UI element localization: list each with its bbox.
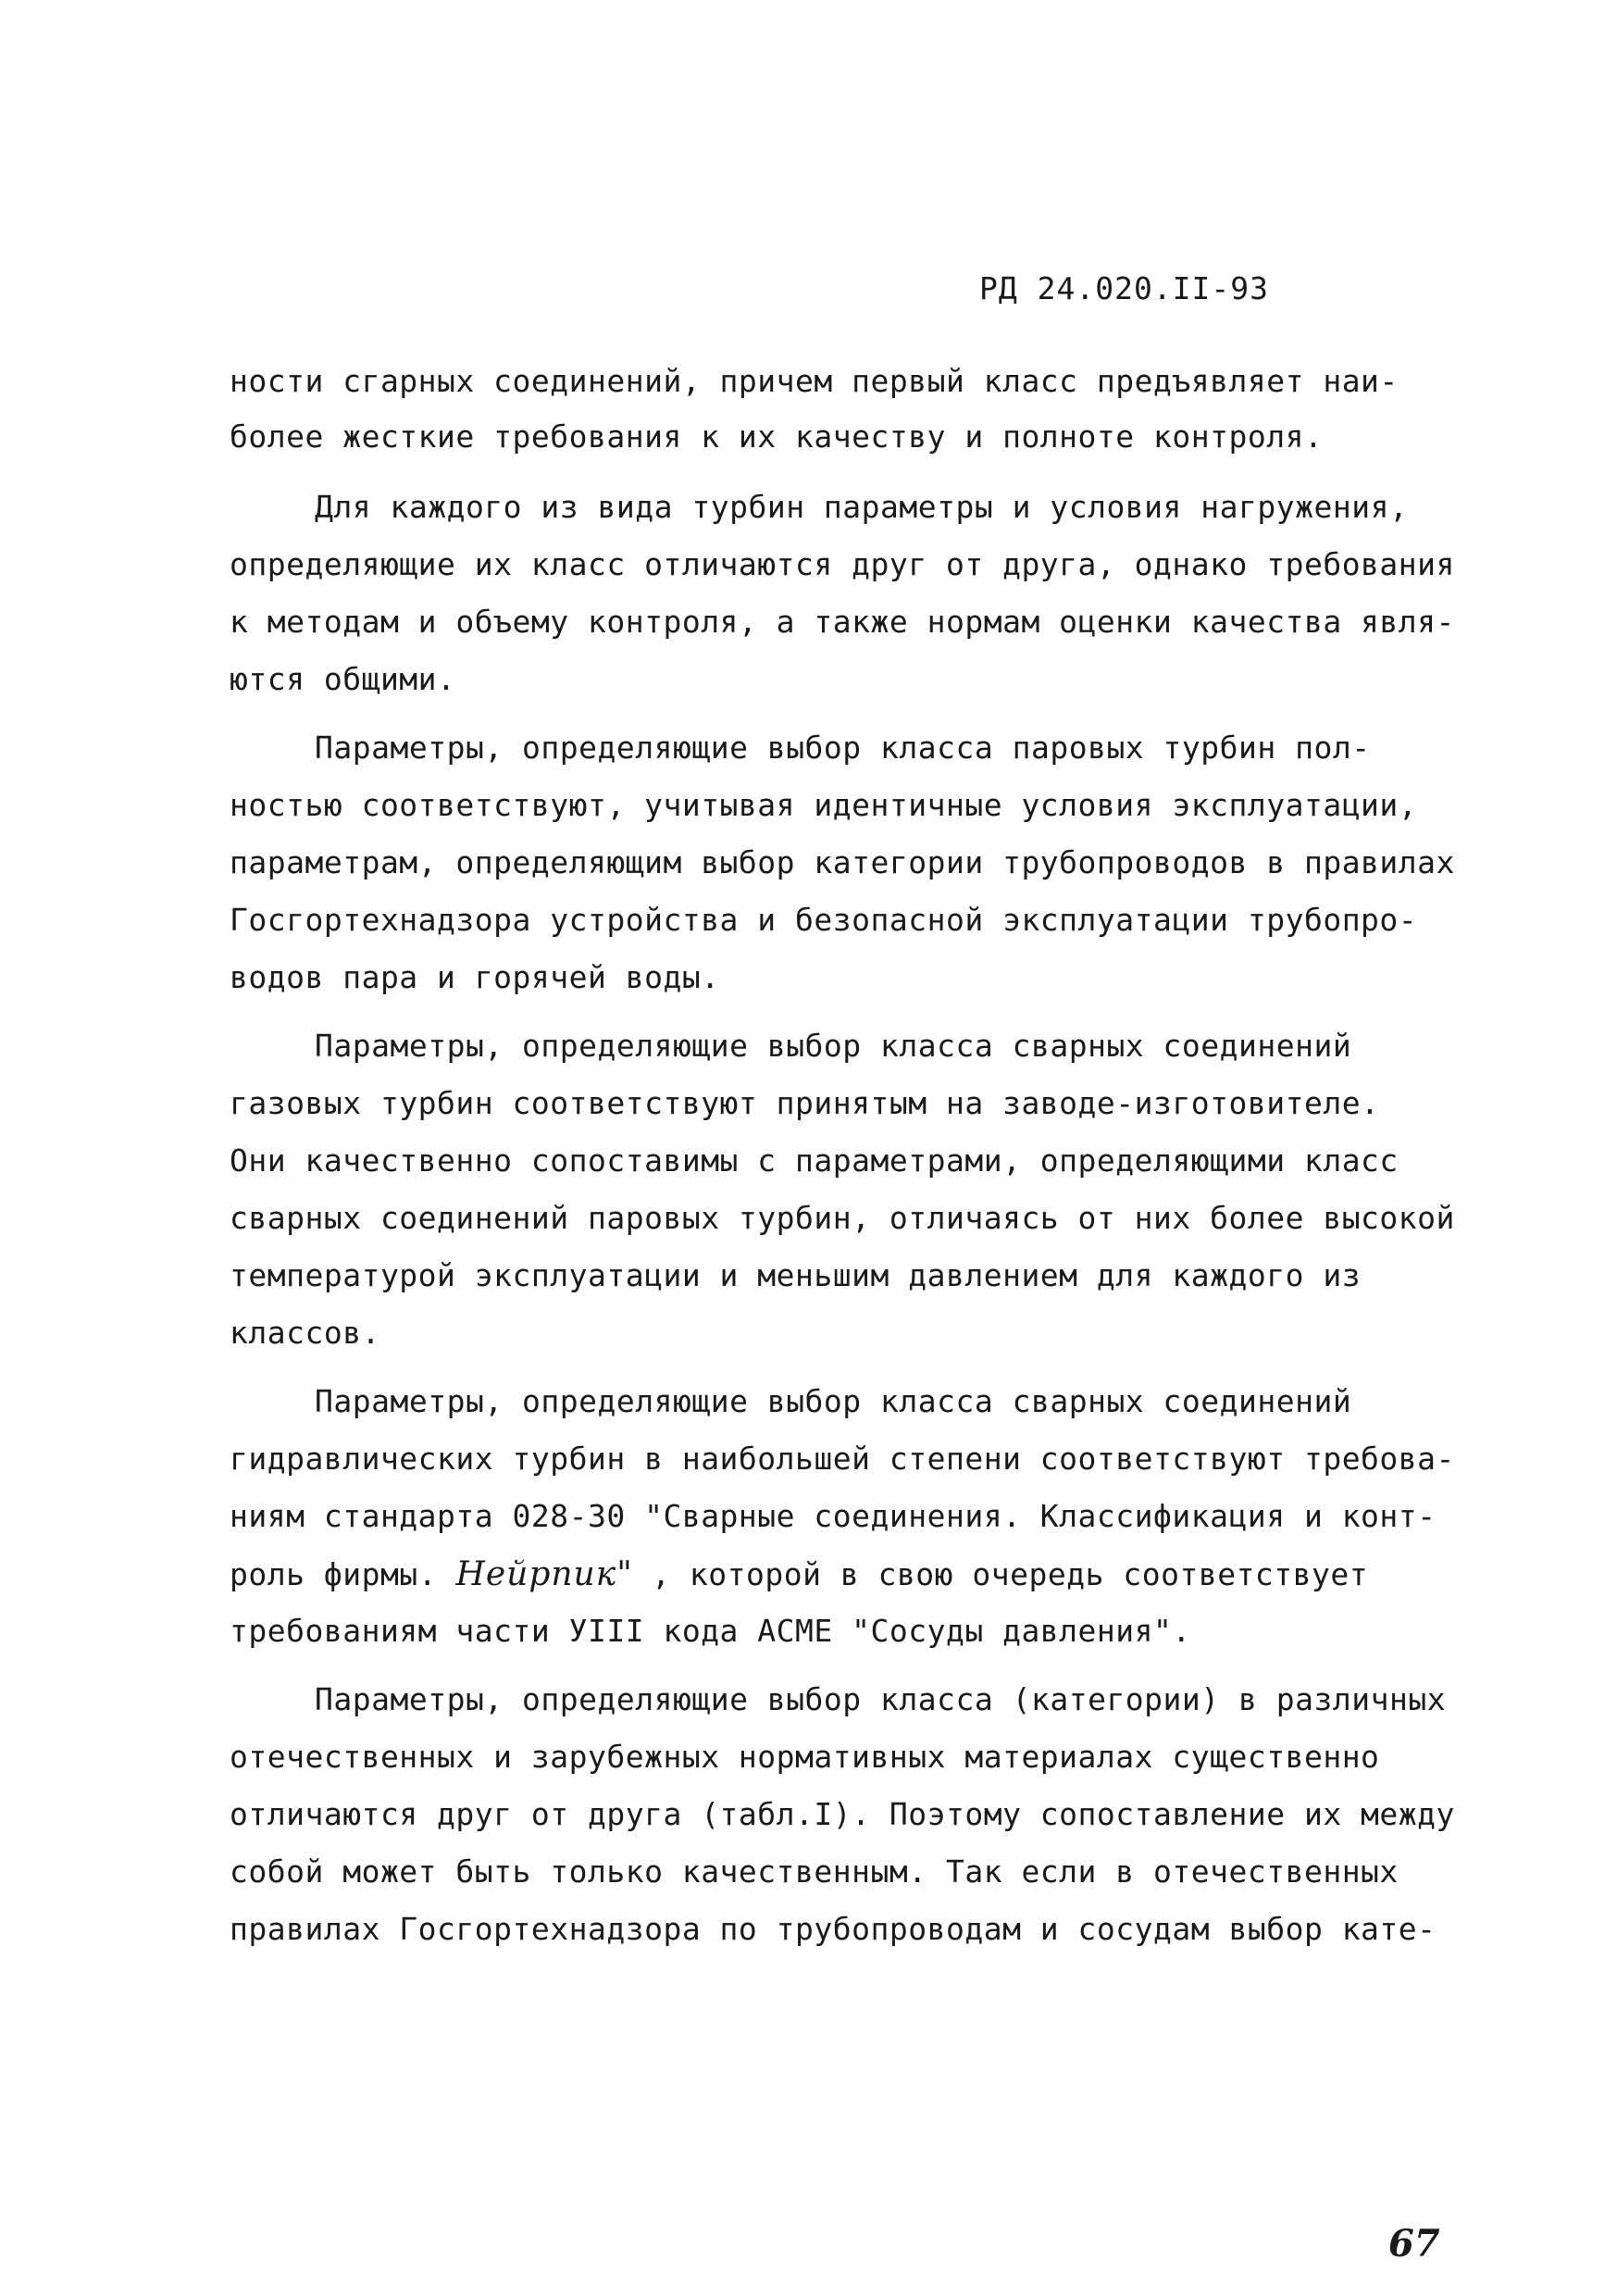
text-line: ностью соответствуют, учитывая идентичные условия эксплуатации, <box>230 787 1418 823</box>
handwritten-firm-name: Нейрпик" <box>455 1555 633 1593</box>
text-line-with-handwriting <box>230 1555 1368 1593</box>
text-line: классов. <box>230 1315 380 1351</box>
text-line: ности сгарных соединений, причем первый класс предъявляет наи- <box>230 363 1399 399</box>
text-line: ниям стандарта 028-30 "Сварные соединения. Классификация и конт- <box>230 1498 1437 1534</box>
text-line: ются общими. <box>230 661 456 697</box>
text-line: Госгортехнадзора устройства и безопасной эксплуатации трубопро- <box>230 902 1418 938</box>
paragraph-start: Параметры, определяющие выбор класса сварных соединений <box>315 1028 1352 1064</box>
text-line: требованиям части УIII кода АСМЕ "Сосуды давления". <box>230 1613 1191 1649</box>
text-fragment: , которой в свою очередь соответствует <box>632 1556 1369 1592</box>
paragraph-start: Параметры, определяющие выбор класса (категории) в различных <box>315 1681 1447 1717</box>
document-code: РД 24.020.II-93 <box>979 270 1270 306</box>
text-line: более жесткие требования к их качеству и полноте контроля. <box>230 418 1324 455</box>
text-line: водов пара и горячей воды. <box>230 959 720 995</box>
text-line: собой может быть только качественным. Так если в отечественных <box>230 1853 1399 1890</box>
text-line: Они качественно сопоставимы с параметрами, определяющими класс <box>230 1142 1399 1179</box>
text-fragment: роль фирмы <box>230 1556 418 1592</box>
paragraph-start: Параметры, определяющие выбор класса паровых турбин пол- <box>315 730 1371 766</box>
page-number: 67 <box>1388 2222 1440 2265</box>
text-line: определяющие их класс отличаются друг от друга, однако требования <box>230 546 1455 582</box>
text-line: к методам и объему контроля, а также нормам оценки качества явля- <box>230 604 1455 640</box>
paragraph-start: Для каждого из вида турбин параметры и условия нагружения, <box>315 489 1409 525</box>
text-line: правилах Госгортехнадзора по трубопроводам и сосудам выбор кате- <box>230 1911 1437 1947</box>
paragraph-start: Параметры, определяющие выбор класса сварных соединений <box>315 1383 1352 1419</box>
text-line: температурой эксплуатации и меньшим давлением для каждого из <box>230 1257 1362 1293</box>
text-line: гидравлических турбин в наибольшей степени соответствуют требова- <box>230 1441 1455 1477</box>
text-line: газовых турбин соответствуют принятым на заводе-изготовителе. <box>230 1085 1380 1121</box>
text-line: отличаются друг от друга (табл.I). Поэтому сопоставление их между <box>230 1796 1455 1832</box>
text-fragment: . <box>417 1556 456 1592</box>
text-line: параметрам, определяющим выбор категории трубопроводов в правилах <box>230 844 1455 880</box>
text-line: сварных соединений паровых турбин, отличаясь от них более высокой <box>230 1200 1455 1236</box>
text-line: отечественных и зарубежных нормативных материалах существенно <box>230 1739 1380 1775</box>
